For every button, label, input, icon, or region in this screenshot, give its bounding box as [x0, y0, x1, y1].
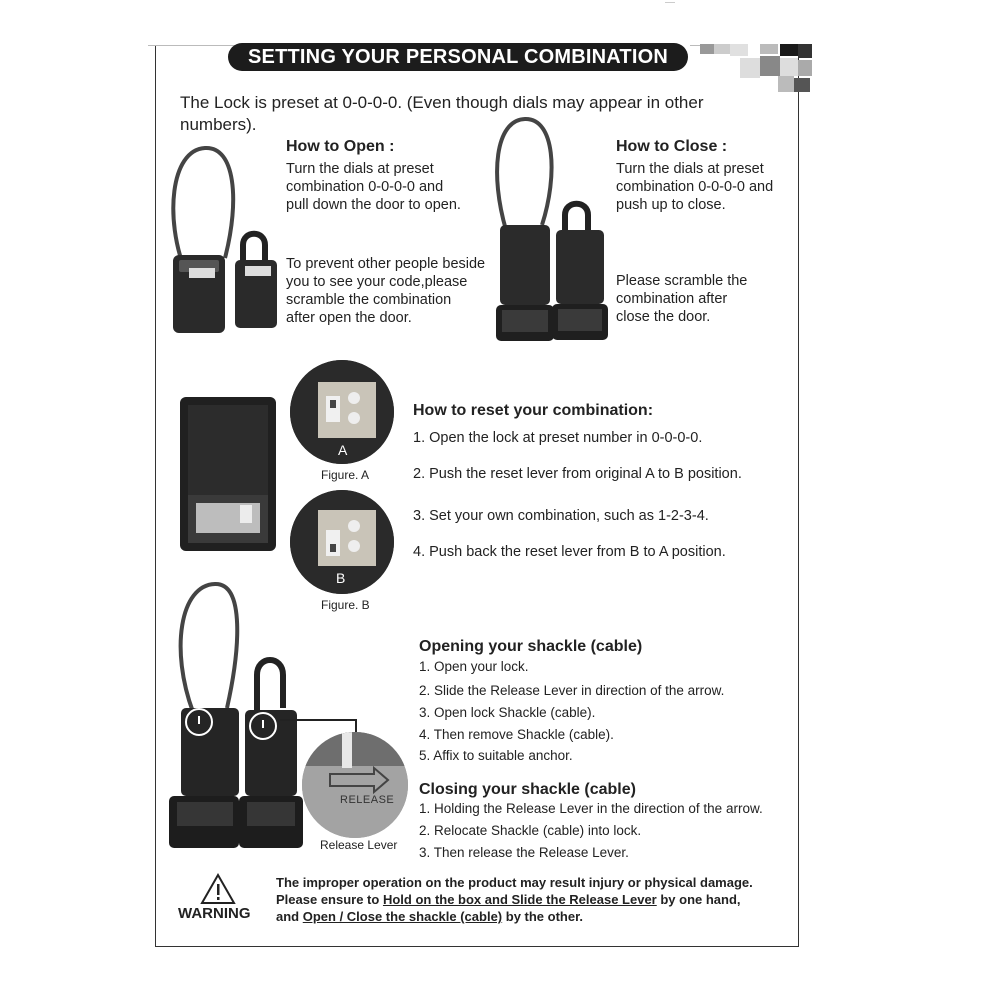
reset-heading: How to reset your combination:: [413, 402, 654, 419]
warning-line-1: The improper operation on the product may result injury or physical damage.: [276, 875, 753, 890]
figure-b-caption: Figure. B: [321, 598, 370, 612]
opening-shackle-step: 4. Then remove Shackle (cable).: [419, 727, 614, 742]
close-tip-line: Please scramble the: [616, 273, 748, 289]
lock-boxes-open-illustration: [490, 115, 615, 345]
warning-label: WARNING: [178, 905, 251, 922]
close-line: combination 0-0-0-0 and: [616, 179, 774, 195]
open-tip-text: [286, 255, 485, 327]
close-line: push up to close.: [616, 197, 726, 213]
lock-boxes-closed-illustration: [165, 140, 280, 340]
how-to-open-heading: How to Open :: [286, 138, 395, 155]
close-tip-text: [616, 272, 747, 326]
release-lever-closeup: [302, 732, 408, 838]
open-line: Turn the dials at preset: [286, 161, 434, 177]
opening-shackle-step: 3. Open lock Shackle (cable).: [419, 705, 596, 720]
leader-line-horizontal: [280, 719, 356, 721]
figure-b-letter: B: [336, 570, 346, 586]
reset-step: 4. Push back the reset lever from B to A position.: [413, 544, 726, 560]
open-tip-line: after open the door.: [286, 310, 412, 326]
warning-text: [276, 874, 796, 925]
opening-shackle-step: 2. Slide the Release Lever in direction of the arrow.: [419, 683, 725, 698]
opening-shackle-step: 1. Open your lock.: [419, 659, 529, 674]
warning-line-3-b: by the other.: [502, 909, 584, 924]
intro-text: The Lock is preset at 0-0-0-0. (Even though dials may appear in other numbers).: [180, 93, 704, 134]
reset-step: 1. Open the lock at preset number in 0-0-0-0.: [413, 430, 703, 446]
release-lever-caption: Release Lever: [320, 838, 398, 852]
top-rule: [148, 45, 238, 46]
warning-line-2: [276, 891, 796, 908]
warning-line-3-underlined: Open / Close the shackle (cable): [302, 909, 503, 924]
warning-line-3-a: and: [276, 909, 303, 924]
page-title: SETTING YOUR PERSONAL COMBINATION: [228, 43, 688, 71]
closing-shackle-heading: Closing your shackle (cable): [419, 781, 636, 798]
figure-a-caption: Figure. A: [321, 468, 370, 482]
decorative-mosaic: [700, 44, 812, 94]
top-mark: [665, 2, 675, 3]
opening-shackle-step: 5. Affix to suitable anchor.: [419, 748, 573, 763]
close-tip-line: combination after: [616, 291, 728, 307]
open-line: combination 0-0-0-0 and: [286, 179, 444, 195]
close-line: Turn the dials at preset: [616, 161, 764, 177]
shackle-release-illustration: [165, 580, 305, 850]
open-tip-line: To prevent other people beside: [286, 256, 486, 272]
closing-shackle-step: 1. Holding the Release Lever in the direction of the arrow.: [419, 801, 763, 816]
open-tip-line: you to see your code,please: [286, 274, 468, 290]
warning-triangle-icon: [200, 873, 236, 905]
closing-shackle-step: 3. Then release the Release Lever.: [419, 845, 629, 860]
warning-line-2-underlined: Hold on the box and Slide the Release Lever: [382, 892, 657, 907]
warning-line-3: [276, 908, 796, 925]
how-to-close-text: [616, 160, 773, 214]
closing-shackle-step: 2. Relocate Shackle (cable) into lock.: [419, 823, 642, 838]
warning-line-2-b: by one hand,: [656, 892, 741, 907]
how-to-close-heading: How to Close :: [616, 138, 728, 155]
reset-step: 2. Push the reset lever from original A to B position.: [413, 466, 742, 482]
release-label: RELEASE: [340, 794, 395, 806]
opening-shackle-heading: Opening your shackle (cable): [419, 638, 643, 655]
how-to-open-text: [286, 160, 461, 214]
open-line: pull down the door to open.: [286, 197, 461, 213]
open-lock-box-inside-illustration: [178, 395, 280, 553]
figure-a-letter: A: [338, 442, 348, 458]
reset-step: 3. Set your own combination, such as 1-2-3-4.: [413, 508, 709, 524]
open-tip-line: scramble the combination: [286, 292, 452, 308]
warning-line-2-a: Please ensure to: [276, 892, 383, 907]
close-tip-line: close the door.: [616, 309, 711, 325]
